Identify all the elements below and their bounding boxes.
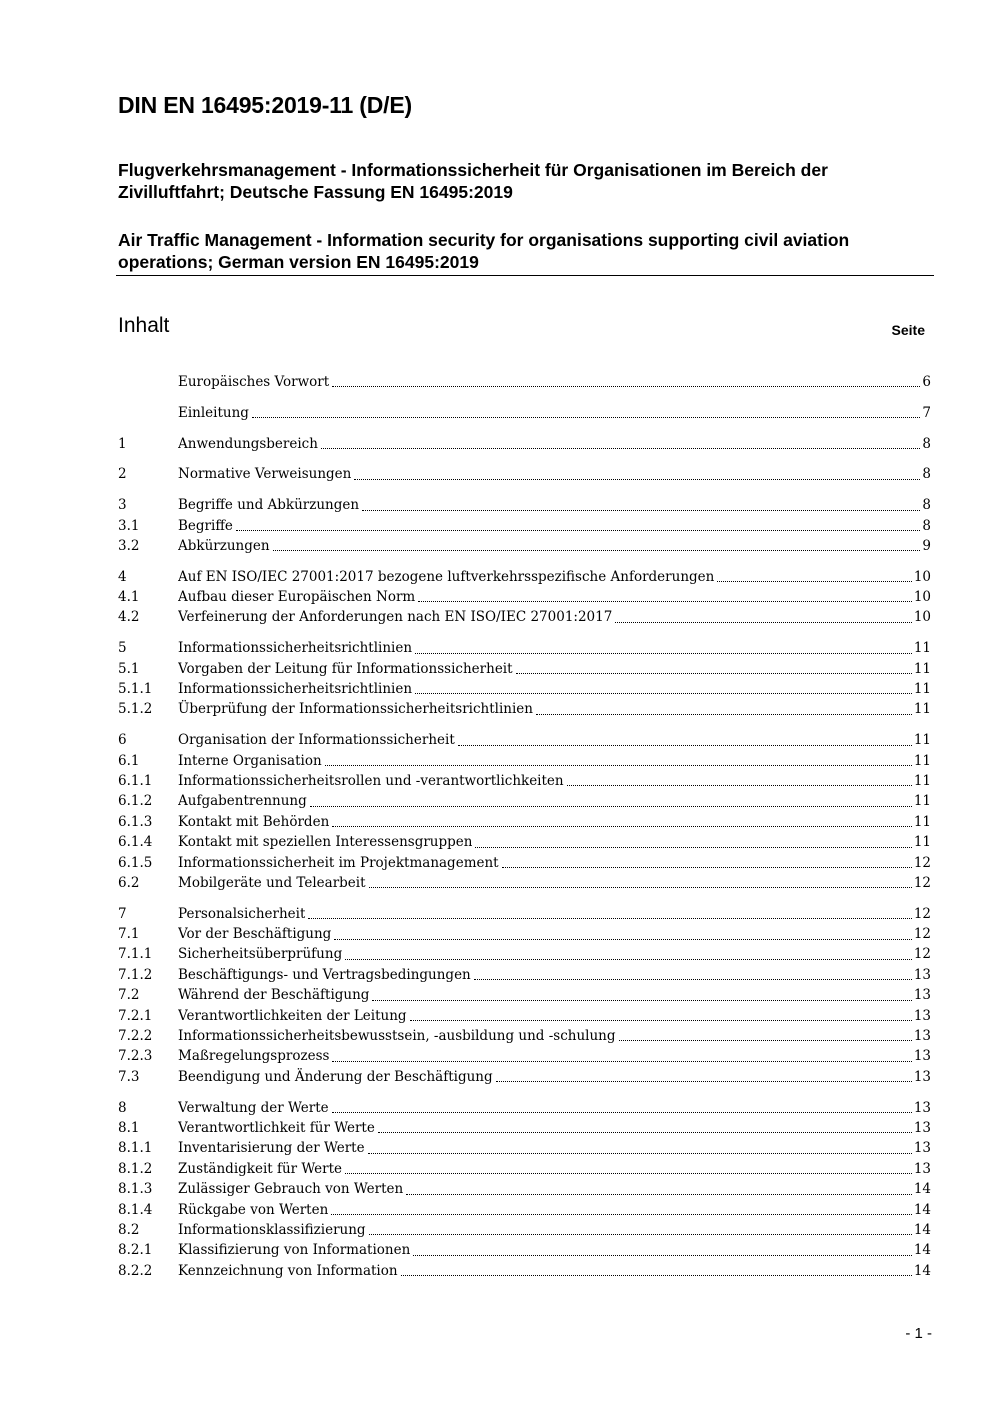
document-title: DIN EN 16495:2019-11 (D/E) <box>118 92 412 118</box>
toc-entry-title: Zulässiger Gebrauch von Werten <box>178 1181 404 1198</box>
toc-entry-number: 7.2 <box>118 987 140 1004</box>
toc-entry-title: Klassifizierung von Informationen <box>178 1242 411 1259</box>
toc-entry-title: Verwaltung der Werte <box>178 1099 329 1116</box>
toc-dot-leader <box>458 745 912 746</box>
toc-entry-title: Beschäftigungs- und Vertragsbedingungen <box>178 966 471 983</box>
toc-entry-title: Maßregelungsprozess <box>178 1048 330 1065</box>
toc-entry[interactable] <box>118 679 931 699</box>
toc-entry-page: 7 <box>922 404 931 421</box>
toc-dot-leader <box>354 479 920 480</box>
toc-entry[interactable] <box>118 1200 931 1220</box>
toc-dot-leader <box>362 510 920 511</box>
toc-entry-title: Informationssicherheit im Projektmanagement <box>178 854 499 871</box>
toc-dot-leader <box>410 1020 912 1021</box>
toc-dot-leader <box>308 918 911 919</box>
toc-entry[interactable] <box>118 1261 931 1281</box>
toc-heading: Inhalt <box>118 314 170 337</box>
toc-entry-page: 14 <box>913 1221 931 1238</box>
toc-entry-page: 13 <box>913 1068 931 1085</box>
toc-entry[interactable] <box>118 771 931 791</box>
toc-entry-title: Abkürzungen <box>178 537 270 554</box>
toc-entry[interactable] <box>118 873 931 893</box>
toc-entry[interactable] <box>118 1118 931 1138</box>
toc-group <box>118 434 931 454</box>
toc-entry-page: 11 <box>913 660 931 677</box>
toc-entry-page: 13 <box>913 1048 931 1065</box>
toc-entry[interactable] <box>118 1006 931 1026</box>
toc-dot-leader <box>619 1040 912 1041</box>
toc-entry-title: Aufbau dieser Europäischen Norm <box>178 589 416 606</box>
toc-entry-page: 12 <box>913 854 931 871</box>
toc-entry-title: Inventarisierung der Werte <box>178 1140 365 1157</box>
toc-dot-leader <box>372 1000 911 1001</box>
toc-dot-leader <box>332 826 912 827</box>
toc-dot-leader <box>567 785 912 786</box>
toc-entry-page: 13 <box>913 1007 931 1024</box>
toc-entry[interactable] <box>118 464 931 484</box>
toc-group <box>118 638 931 720</box>
toc-dot-leader <box>369 1234 912 1235</box>
toc-group <box>118 567 931 628</box>
toc-entry-title: Verantwortlichkeit für Werte <box>178 1120 375 1136</box>
toc-dot-leader <box>331 1214 912 1215</box>
toc-entry-title: Kennzeichnung von Information <box>178 1262 398 1279</box>
toc-entry-number: 6 <box>118 732 127 749</box>
toc-entry[interactable] <box>118 536 931 556</box>
toc-entry-title: Informationsklassifizierung <box>178 1221 366 1238</box>
toc-entry-title: Überprüfung der Informationssicherheitsrichtlinien <box>178 701 533 718</box>
toc-dot-leader <box>717 581 911 582</box>
toc-entry-title: Begriffe <box>178 517 233 534</box>
toc-entry-page: 12 <box>913 874 931 891</box>
toc-entry[interactable] <box>118 945 931 965</box>
toc-entry-page: 13 <box>913 1140 931 1157</box>
toc-entry-page: 14 <box>913 1201 931 1218</box>
toc-entry-title: Organisation der Informationssicherheit <box>178 732 455 749</box>
toc-group <box>118 495 931 556</box>
toc-dot-leader <box>474 979 912 980</box>
toc-entry-number: 7.3 <box>118 1068 140 1085</box>
toc-entry-number: 8.2.2 <box>118 1262 153 1279</box>
toc-entry-number: 8.2 <box>118 1221 140 1238</box>
toc-entry-page: 13 <box>913 1160 931 1177</box>
toc-dot-leader <box>321 448 920 449</box>
toc-entry-number: 8.1.4 <box>118 1201 153 1218</box>
toc-entry[interactable] <box>118 567 931 587</box>
toc-entry[interactable] <box>118 699 931 719</box>
toc-entry-number: 7.1 <box>118 926 140 943</box>
toc-entry-number: 5 <box>118 640 127 657</box>
toc-entry-title: Informationssicherheitsbewusstsein, -ausbildung und -schulung <box>178 1028 616 1045</box>
toc-entry-number: 6.1.4 <box>118 834 153 851</box>
toc-dot-leader <box>415 653 912 654</box>
toc-dot-leader <box>252 417 920 418</box>
toc-dot-leader <box>332 386 920 387</box>
toc-entry-number: 6.1.2 <box>118 793 153 810</box>
toc-entry-page: 12 <box>913 926 931 943</box>
toc-entry-page: 8 <box>922 435 931 452</box>
toc-entry-title: Begriffe und Abkürzungen <box>178 497 360 514</box>
toc-entry-number: 7 <box>118 905 127 922</box>
toc-group <box>118 372 931 392</box>
toc-entry-page: 6 <box>922 373 931 390</box>
toc-group <box>118 464 931 484</box>
toc-entry-page: 11 <box>913 793 931 810</box>
toc-entry-title: Verfeinerung der Anforderungen nach EN ISO/IEC 27001:2017 <box>178 609 613 626</box>
toc-entry-page: 12 <box>913 946 931 963</box>
toc-entry-number: 4.1 <box>118 589 140 606</box>
toc-entry-title: Aufgabentrennung <box>178 793 307 810</box>
toc-entry[interactable] <box>118 791 931 811</box>
toc-entry-page: 11 <box>913 813 931 830</box>
toc-dot-leader <box>368 1153 912 1154</box>
toc-entry[interactable] <box>118 607 931 627</box>
document-title-english: Air Traffic Management - Information security for organisations supporting civil aviation operations; German version EN 16495:2019 <box>118 230 850 272</box>
toc-dot-leader <box>332 1112 912 1113</box>
toc-dot-leader <box>496 1081 912 1082</box>
toc-entry-number: 5.1.1 <box>118 681 153 698</box>
toc-entry-title: Normative Verweisungen <box>178 466 352 483</box>
toc-dot-leader <box>401 1275 912 1276</box>
toc-dot-leader <box>516 673 912 674</box>
toc-entry[interactable] <box>118 1179 931 1199</box>
toc-dot-leader <box>502 867 912 868</box>
toc-dot-leader <box>345 1173 912 1174</box>
toc-entry-page: 13 <box>913 1120 931 1136</box>
toc-entry-number: 4.2 <box>118 609 140 626</box>
toc-entry[interactable] <box>118 853 931 873</box>
toc-entry-number: 7.1.2 <box>118 966 153 983</box>
toc-entry-title: Kontakt mit Behörden <box>178 813 330 830</box>
document-title-german: Flugverkehrsmanagement - Informationssicherheit für Organisationen im Bereich der Zivilluftfahrt; Deutsche Fassung EN 16495:2019 <box>118 160 828 202</box>
toc-entry-number: 2 <box>118 466 127 483</box>
toc-entry-title: Informationssicherheitsrollen und -verantwortlichkeiten <box>178 772 564 789</box>
toc-dot-leader <box>273 550 921 551</box>
toc-dot-leader <box>325 765 912 766</box>
toc-entry[interactable] <box>118 985 931 1005</box>
toc-entry-number: 6.1.3 <box>118 813 153 830</box>
toc-dot-leader <box>345 959 912 960</box>
toc-entry-page: 13 <box>913 1099 931 1116</box>
toc-entry-number: 6.1.5 <box>118 854 153 871</box>
toc-dot-leader <box>418 601 912 602</box>
toc-entry-page: 9 <box>922 537 931 554</box>
toc-entry-number: 8.1.3 <box>118 1181 153 1198</box>
toc-group <box>118 1098 931 1282</box>
toc-entry-title: Europäisches Vorwort <box>178 373 330 390</box>
toc-entry[interactable] <box>118 1098 931 1118</box>
toc-entry[interactable] <box>118 965 931 985</box>
toc-entry[interactable] <box>118 1046 931 1066</box>
toc-entry-number: 7.2.3 <box>118 1048 153 1065</box>
toc-entry[interactable] <box>118 659 931 679</box>
toc-entry-page: 10 <box>913 568 931 585</box>
toc-entry-number: 5.1 <box>118 660 140 677</box>
toc-group <box>118 730 931 893</box>
toc-entry-page: 14 <box>913 1181 931 1198</box>
toc-entry-page: 13 <box>913 1028 931 1045</box>
toc-group <box>118 904 931 1088</box>
toc-entry-page: 8 <box>922 497 931 514</box>
toc-entry-page: 14 <box>913 1242 931 1259</box>
toc-entry-page: 10 <box>913 609 931 626</box>
toc-dot-leader <box>332 1061 911 1062</box>
toc-entry[interactable] <box>118 372 931 392</box>
toc-entry-page: 11 <box>913 701 931 718</box>
toc-group <box>118 403 931 423</box>
toc-entry-page: 13 <box>913 966 931 983</box>
toc-dot-leader <box>334 939 912 940</box>
toc-entry[interactable] <box>118 730 931 750</box>
toc-entry-page: 11 <box>913 772 931 789</box>
toc-entry-page: 14 <box>913 1262 931 1279</box>
toc-entry-title: Während der Beschäftigung <box>178 987 370 1004</box>
toc-dot-leader <box>475 847 911 848</box>
toc-entry-number: 6.1 <box>118 752 140 769</box>
toc-entry-number: 7.2.2 <box>118 1028 153 1045</box>
toc-entry-number: 3.2 <box>118 537 140 554</box>
toc-entry-number: 7.1.1 <box>118 946 153 963</box>
toc-entry-number: 8 <box>118 1099 127 1116</box>
toc-entry[interactable] <box>118 403 931 423</box>
toc-entry-title: Beendigung und Änderung der Beschäftigung <box>178 1068 493 1085</box>
toc-entry-title: Personalsicherheit <box>178 905 306 922</box>
toc-entry[interactable] <box>118 516 931 536</box>
toc-dot-leader <box>236 530 921 531</box>
toc-entry-title: Mobilgeräte und Telearbeit <box>178 874 366 891</box>
toc-entry-page: 11 <box>913 752 931 769</box>
toc-entry-title: Vor der Beschäftigung <box>178 926 332 943</box>
toc-entry-number: 5.1.2 <box>118 701 153 718</box>
toc-entry[interactable] <box>118 434 931 454</box>
toc-entry[interactable] <box>118 812 931 832</box>
toc-entry-title: Informationssicherheitsrichtlinien <box>178 640 413 657</box>
toc-entry[interactable] <box>118 1067 931 1087</box>
toc-entry-number: 6.1.1 <box>118 772 153 789</box>
toc-entry-title: Auf EN ISO/IEC 27001:2017 bezogene luftverkehrsspezifische Anforderungen <box>178 568 715 585</box>
toc-entry-number: 3.1 <box>118 517 140 534</box>
toc-entry[interactable] <box>118 924 931 944</box>
toc-entry-page: 8 <box>922 517 931 534</box>
toc-entry-number: 4 <box>118 568 127 585</box>
toc-entry[interactable] <box>118 1220 931 1240</box>
toc-entry[interactable] <box>118 638 931 658</box>
toc-entry-title: Zuständigkeit für Werte <box>178 1160 343 1177</box>
table-of-contents <box>118 372 931 1292</box>
toc-dot-leader <box>415 693 912 694</box>
toc-entry-page: 11 <box>913 640 931 657</box>
toc-entry-page: 12 <box>913 905 931 922</box>
toc-entry-title: Rückgabe von Werten <box>178 1201 329 1218</box>
page-number: - 1 - <box>905 1325 932 1342</box>
toc-entry-page: 11 <box>913 681 931 698</box>
toc-entry-number: 3 <box>118 497 127 514</box>
toc-entry-title: Vorgaben der Leitung für Informationssicherheit <box>178 660 513 677</box>
toc-entry-title: Interne Organisation <box>178 752 322 769</box>
toc-entry-title: Einleitung <box>178 404 249 421</box>
title-divider <box>116 275 934 276</box>
toc-dot-leader <box>378 1132 912 1133</box>
toc-dot-leader <box>536 714 912 715</box>
toc-dot-leader <box>310 806 912 807</box>
toc-entry-title: Anwendungsbereich <box>178 435 318 452</box>
toc-entry-page: 11 <box>913 732 931 749</box>
toc-dot-leader <box>406 1194 912 1195</box>
toc-entry[interactable] <box>118 904 931 924</box>
toc-dot-leader <box>615 622 912 623</box>
toc-entry-title: Informationssicherheitsrichtlinien <box>178 681 413 698</box>
toc-entry-page: 13 <box>913 987 931 1004</box>
toc-entry-number: 6.2 <box>118 874 140 891</box>
toc-entry-page: 8 <box>922 466 931 483</box>
toc-entry[interactable] <box>118 832 931 852</box>
toc-entry[interactable] <box>118 495 931 515</box>
toc-entry-title: Sicherheitsüberprüfung <box>178 946 343 963</box>
toc-entry-number: 8.1.2 <box>118 1160 153 1177</box>
toc-page-label: Seite <box>891 322 925 338</box>
toc-entry-number: 7.2.1 <box>118 1007 153 1024</box>
toc-entry[interactable] <box>118 751 931 771</box>
toc-dot-leader <box>413 1255 912 1256</box>
toc-dot-leader <box>369 887 912 888</box>
toc-entry[interactable] <box>118 1138 931 1158</box>
toc-entry-number: 8.1 <box>118 1120 140 1136</box>
toc-entry-title: Kontakt mit speziellen Interessensgruppen <box>178 834 473 851</box>
toc-entry-number: 1 <box>118 435 127 452</box>
toc-entry[interactable] <box>118 1159 931 1179</box>
toc-entry-page: 10 <box>913 589 931 606</box>
toc-entry[interactable] <box>118 1240 931 1260</box>
toc-entry[interactable] <box>118 1026 931 1046</box>
toc-entry-page: 11 <box>913 834 931 851</box>
toc-entry-number: 8.2.1 <box>118 1242 153 1259</box>
toc-entry-title: Verantwortlichkeiten der Leitung <box>178 1007 407 1024</box>
toc-entry-number: 8.1.1 <box>118 1140 153 1157</box>
toc-entry[interactable] <box>118 587 931 607</box>
